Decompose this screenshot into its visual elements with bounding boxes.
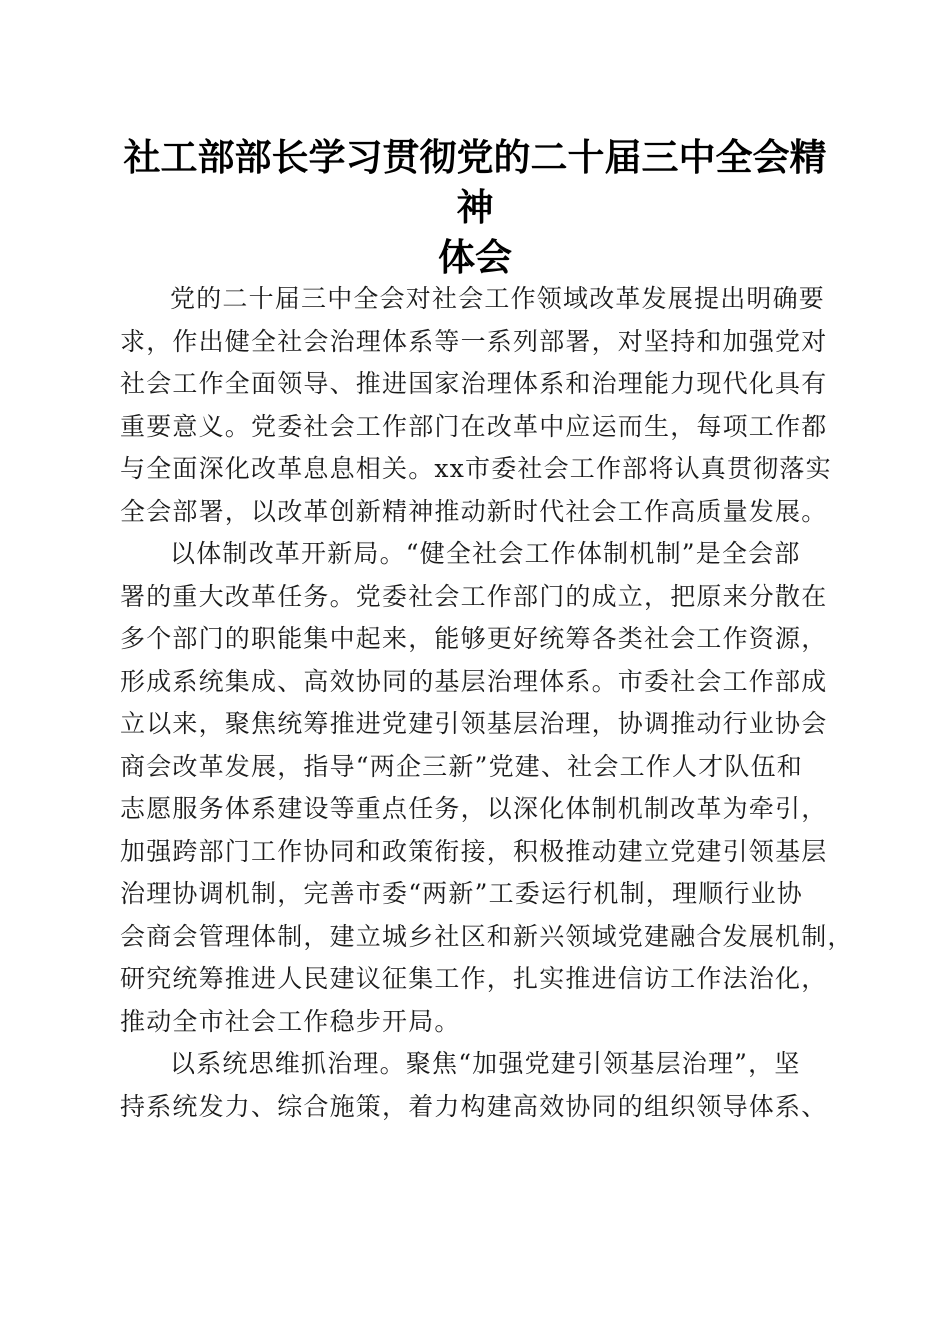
- text-line: 形成系统集成、高效协同的基层治理体系。市委社会工作部成: [120, 666, 828, 696]
- text-line: 署的重大改革任务。党委社会工作部门的成立，把原来分散在: [120, 581, 828, 611]
- title-line: 体会: [438, 235, 512, 279]
- text-line: 求，作出健全社会治理体系等一系列部署，对坚持和加强党对: [120, 326, 828, 356]
- document-title: [110, 132, 840, 282]
- text-line: 治理协调机制，完善市委“两新”工委运行机制，理顺行业协: [120, 879, 803, 908]
- document-body: [120, 278, 854, 1128]
- text-line: 推动全市社会工作稳步开局。: [120, 1006, 461, 1036]
- text-line: 社会工作全面领导、推进国家治理体系和治理能力现代化具有: [120, 369, 828, 398]
- paragraph-institutional-reform: [120, 533, 854, 1043]
- text-line: 加强跨部门工作协同和政策衔接，积极推动建立党建引领基层: [120, 836, 828, 866]
- text-line: 持系统发力、综合施策，着力构建高效协同的组织领导体系、: [120, 1091, 828, 1121]
- paragraph-intro: [120, 278, 832, 533]
- text-line: 研究统筹推进人民建议征集工作，扎实推进信访工作法治化，: [120, 964, 828, 993]
- text-line: 多个部门的职能集中起来，能够更好统筹各类社会工作资源，: [120, 624, 828, 653]
- text-line: 会商会管理体制，建立城乡社区和新兴领域党建融合发展机制，: [120, 921, 854, 951]
- text-line: 立以来，聚焦统筹推进党建引领基层治理，协调推动行业协会: [120, 709, 828, 738]
- paragraph-systems-thinking: [120, 1043, 832, 1128]
- text-line: 全会部署，以改革创新精神推动新时代社会工作高质量发展。: [120, 496, 828, 526]
- text-line: 志愿服务体系建设等重点任务，以深化体制机制改革为牵引，: [120, 794, 828, 823]
- text-line: 党的二十届三中全会对社会工作领域改革发展提出明确要: [170, 284, 826, 313]
- text-line: 商会改革发展，指导“两企三新”党建、社会工作人才队伍和: [120, 751, 803, 781]
- title-line: 社工部部长学习贯彻党的二十届三中全会精神: [123, 135, 827, 229]
- text-line: 以系统思维抓治理。聚焦“加强党建引领基层治理”，坚: [170, 1049, 801, 1078]
- text-line: 与全面深化改革息息相关。xx市委社会工作部将认真贯彻落实: [120, 454, 832, 483]
- text-line: 重要意义。党委社会工作部门在改革中应运而生，每项工作都: [120, 411, 828, 441]
- text-line: 以体制改革开新局。“健全社会工作体制机制”是全会部: [170, 539, 801, 568]
